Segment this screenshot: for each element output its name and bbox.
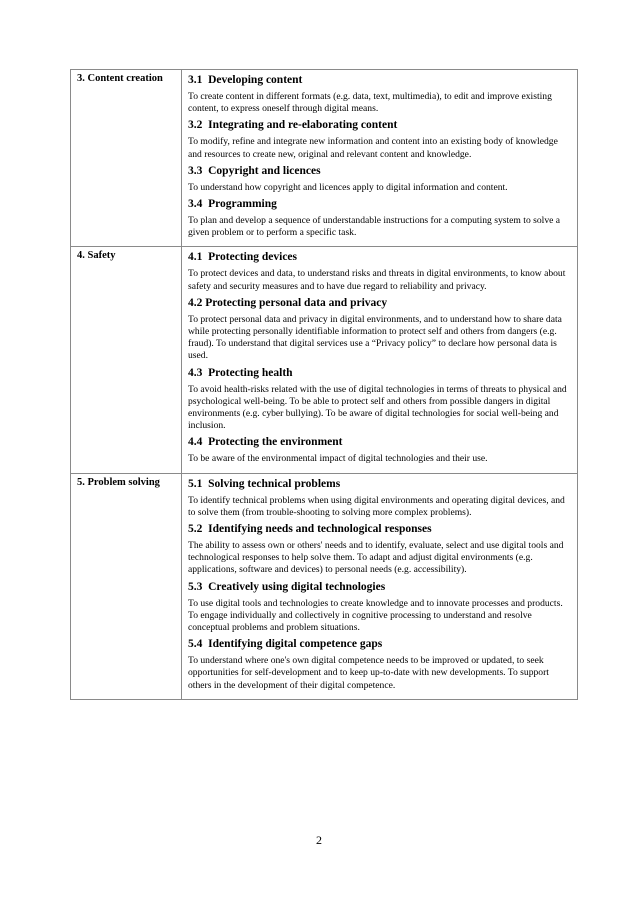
competence-description: To protect devices and data, to understand risks and threats in digital environments, to know about safety and security measures and to have due regard to reliability and privacy. — [188, 268, 566, 292]
competence-description: To create content in different formats (e.g. data, text, multimedia), to edit and improve existing content, to express oneself through digital means. — [188, 91, 552, 115]
competence-description: To understand how copyright and licences apply to digital information and content. — [188, 181, 508, 193]
area-label: 3. Content creation — [71, 70, 182, 246]
competence-description: The ability to assess own or others' needs and to identify, evaluate, select and use digital tools and technological responses to help solve them. To adapt and adjust digital environments (e.g. applications, software and devices) to personal needs (e.g. accessibility). — [188, 540, 564, 576]
competence-table — [70, 69, 578, 700]
competence-title: 5.1 Solving technical problems — [188, 477, 341, 490]
competence-list — [182, 70, 577, 246]
competence-title: 4.2 Protecting personal data and privacy — [188, 296, 388, 309]
competence-title: 3.2 Integrating and re-elaborating content — [188, 119, 398, 132]
competence-title: 5.2 Identifying needs and technological responses — [188, 523, 432, 536]
area-label: 5. Problem solving — [71, 474, 182, 699]
competence-list — [182, 474, 577, 699]
competence-title: 4.1 Protecting devices — [188, 251, 298, 264]
competence-description: To understand where one's own digital competence needs to be improved or updated, to seek opportunities for self-development and to keep up-to-date with new developments. To support others in the development of their digital competence. — [188, 655, 549, 691]
area-label: 4. Safety — [71, 247, 182, 472]
competence-description: To avoid health-risks related with the use of digital technologies in terms of threats to physical and psychological well-being. To be able to protect self and others from possible dangers in digital environments (e.g. cyber bullying). To be aware of digital technologies for social well-being and inclusion. — [188, 383, 567, 432]
competence-title: 3.4 Programming — [188, 198, 277, 211]
table-row — [71, 246, 577, 472]
competence-description: To modify, refine and integrate new information and content into an existing body of knowledge and resources to create new, original and relevant content and knowledge. — [188, 136, 558, 160]
competence-title: 5.4 Identifying digital competence gaps — [188, 638, 383, 651]
table-row — [71, 473, 577, 699]
competence-description: To identify technical problems when using digital environments and operating digital devices, and to solve them (from trouble-shooting to solving more complex problems). — [188, 494, 565, 518]
competence-list — [182, 247, 577, 472]
competence-description: To use digital tools and technologies to create knowledge and to innovate processes and products. To engage individually and collectively in cognitive processing to understand and resolve conceptual problems and problem situations. — [188, 597, 563, 634]
competence-title: 5.3 Creatively using digital technologies — [188, 580, 386, 593]
competence-title: 3.1 Developing content — [188, 74, 303, 86]
competence-description: To be aware of the environmental impact of digital technologies and their use. — [188, 453, 488, 465]
competence-title: 4.3 Protecting health — [188, 366, 293, 379]
competence-title: 4.4 Protecting the environment — [188, 436, 343, 449]
competence-description: To protect personal data and privacy in digital environments, and to understand how to share data while protecting personally identifiable information to protect self and others from dangers (e.g. fraud). To understand that digital services use a “Privacy policy” to declare how personal data is used. — [188, 313, 562, 362]
table-row — [71, 70, 577, 246]
page-number: 2 — [316, 833, 322, 847]
competence-title: 3.3 Copyright and licences — [188, 164, 321, 177]
competence-description: To plan and develop a sequence of understandable instructions for a computing system to solve a given problem or to perform a specific task. — [188, 215, 561, 239]
